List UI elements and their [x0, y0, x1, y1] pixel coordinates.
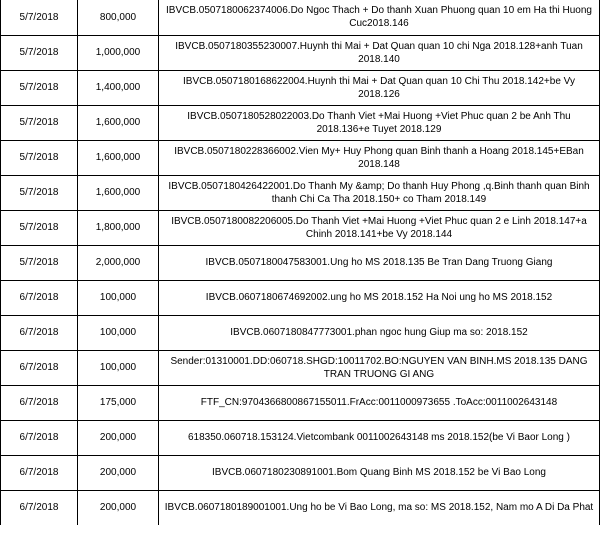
table-row — [1, 175, 600, 210]
table-row — [1, 105, 600, 140]
date-cell[interactable]: 6/7/2018 — [1, 420, 78, 455]
table-row — [1, 210, 600, 245]
amount-cell[interactable]: 1,800,000 — [78, 210, 159, 245]
amount-cell[interactable]: 1,000,000 — [78, 35, 159, 70]
table-row — [1, 315, 600, 350]
date-cell[interactable]: 6/7/2018 — [1, 455, 78, 490]
date-cell[interactable]: 5/7/2018 — [1, 70, 78, 105]
description-cell[interactable]: IBVCB.0607180674692002.ung ho MS 2018.152 Ha Noi ung ho MS 2018.152 — [159, 280, 600, 315]
amount-cell[interactable]: 1,600,000 — [78, 140, 159, 175]
date-cell[interactable]: 5/7/2018 — [1, 175, 78, 210]
table-row — [1, 245, 600, 280]
amount-cell[interactable]: 1,600,000 — [78, 175, 159, 210]
date-cell[interactable]: 6/7/2018 — [1, 280, 78, 315]
table-row — [1, 385, 600, 420]
amount-cell[interactable]: 100,000 — [78, 315, 159, 350]
description-cell[interactable]: IBVCB.0607180189001001.Ung ho be Vi Bao Long, ma so: MS 2018.152, Nam mo A Di Da Phat — [159, 490, 600, 525]
date-cell[interactable]: 5/7/2018 — [1, 105, 78, 140]
table-row — [1, 420, 600, 455]
amount-cell[interactable]: 100,000 — [78, 280, 159, 315]
amount-cell[interactable]: 2,000,000 — [78, 245, 159, 280]
description-cell[interactable]: IBVCB.0507180047583001.Ung ho MS 2018.135 Be Tran Dang Truong Giang — [159, 245, 600, 280]
table-row — [1, 490, 600, 525]
description-cell[interactable]: IBVCB.0507180528022003.Do Thanh Viet +Mai Huong +Viet Phuc quan 2 be Anh Thu 2018.136+e Tuyet 2018.129 — [159, 105, 600, 140]
date-cell[interactable]: 6/7/2018 — [1, 315, 78, 350]
amount-cell[interactable]: 200,000 — [78, 420, 159, 455]
table-row — [1, 140, 600, 175]
table-row — [1, 35, 600, 70]
description-cell[interactable]: IBVCB.0507180228366002.Vien My+ Huy Phong quan Binh thanh a Hoang 2018.145+EBan 2018.148 — [159, 140, 600, 175]
amount-cell[interactable]: 200,000 — [78, 490, 159, 525]
date-cell[interactable]: 6/7/2018 — [1, 350, 78, 385]
table-row — [1, 350, 600, 385]
amount-cell[interactable]: 800,000 — [78, 0, 159, 35]
transaction-table-body — [1, 0, 600, 525]
description-cell[interactable]: FTF_CN:9704366800867155011.FrAcc:0011000973655 .ToAcc:0011002643148 — [159, 385, 600, 420]
date-cell[interactable]: 5/7/2018 — [1, 210, 78, 245]
description-cell[interactable]: 618350.060718.153124.Vietcombank 0011002643148 ms 2018.152(be Vi Baor Long ) — [159, 420, 600, 455]
date-cell[interactable]: 5/7/2018 — [1, 140, 78, 175]
amount-cell[interactable]: 100,000 — [78, 350, 159, 385]
description-cell[interactable]: IBVCB.0607180230891001.Bom Quang Binh MS 2018.152 be Vi Bao Long — [159, 455, 600, 490]
date-cell[interactable]: 5/7/2018 — [1, 245, 78, 280]
date-cell[interactable]: 6/7/2018 — [1, 385, 78, 420]
description-cell[interactable]: IBVCB.0607180847773001.phan ngoc hung Giup ma so: 2018.152 — [159, 315, 600, 350]
table-row — [1, 455, 600, 490]
table-row — [1, 280, 600, 315]
date-cell[interactable]: 5/7/2018 — [1, 35, 78, 70]
amount-cell[interactable]: 1,600,000 — [78, 105, 159, 140]
description-cell[interactable]: Sender:01310001.DD:060718.SHGD:10011702.BO:NGUYEN VAN BINH.MS 2018.135 DANG TRAN TRUONG GI ANG — [159, 350, 600, 385]
table-row — [1, 70, 600, 105]
description-cell[interactable]: IBVCB.0507180355230007.Huynh thi Mai + Dat Quan quan 10 chi Nga 2018.128+anh Tuan 2018.140 — [159, 35, 600, 70]
description-cell[interactable]: IBVCB.0507180062374006.Do Ngoc Thach + Do thanh Xuan Phuong quan 10 em Ha thi Huong Cuc2018.146 — [159, 0, 600, 35]
description-cell[interactable]: IBVCB.0507180168622004.Huynh thi Mai + Dat Quan quan 10 Chi Thu 2018.142+be Vy 2018.126 — [159, 70, 600, 105]
amount-cell[interactable]: 1,400,000 — [78, 70, 159, 105]
description-cell[interactable]: IBVCB.0507180082206005.Do Thanh Viet +Mai Huong +Viet Phuc quan 2 e Linh 2018.147+a Chinh 2018.141+be Vy 2018.144 — [159, 210, 600, 245]
amount-cell[interactable]: 200,000 — [78, 455, 159, 490]
date-cell[interactable]: 5/7/2018 — [1, 0, 78, 35]
table-row — [1, 0, 600, 35]
description-cell[interactable]: IBVCB.0507180426422001.Do Thanh My &amp; Do thanh Huy Phong ,q.Binh thanh quan Binh thanh Chi Ca Tha 2018.150+ co Tham 2018.149 — [159, 175, 600, 210]
amount-cell[interactable]: 175,000 — [78, 385, 159, 420]
date-cell[interactable]: 6/7/2018 — [1, 490, 78, 525]
